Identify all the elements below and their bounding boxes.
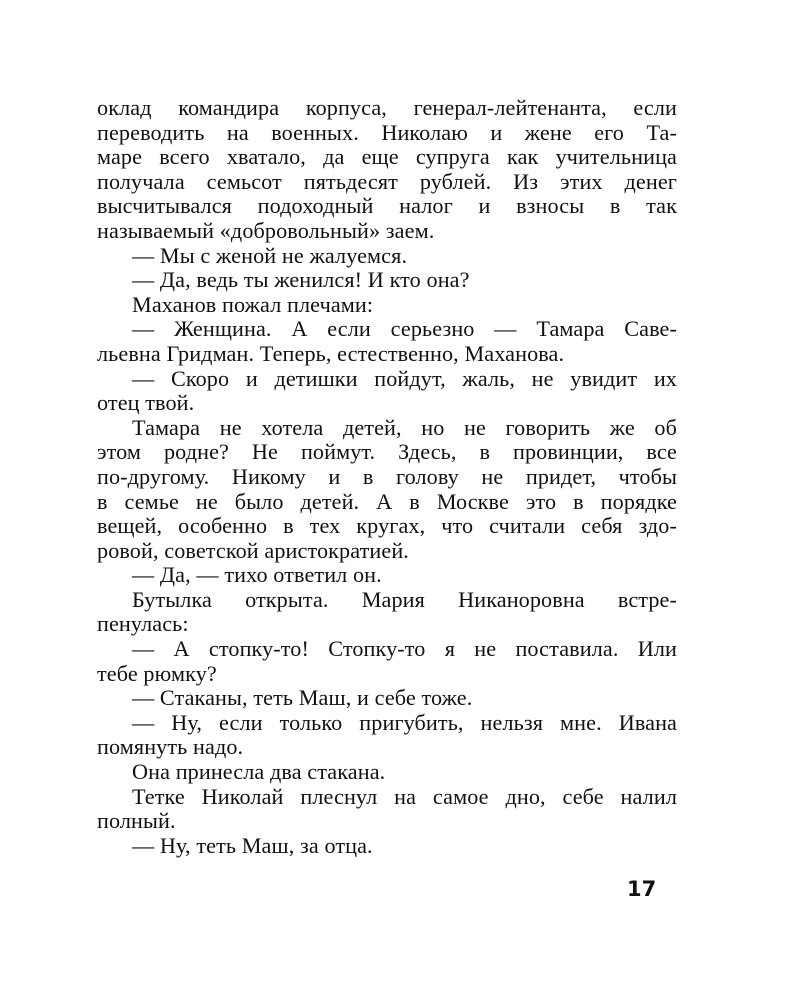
text-line: — Скоро и детишки пойдут, жаль, не увидит их bbox=[132, 365, 677, 391]
text-line: — Ну, если только пригубить, нельзя мне. Ивана bbox=[132, 709, 677, 735]
text-line: этом родне? Не поймут. Здесь, в провинции, все bbox=[97, 439, 677, 465]
text-line: — А стопку-то! Стопку-то я не поставила. Или bbox=[132, 636, 677, 662]
text-line: оклад командира корпуса, генерал-лейтенанта, если bbox=[97, 95, 677, 120]
text-line: тебе рюмку? bbox=[97, 660, 217, 686]
text-line: Тетке Николай плеснул на самое дно, себе налил bbox=[132, 783, 677, 809]
text-line: переводить на военных. Николаю и жене его Та- bbox=[97, 119, 677, 145]
text-line: высчитывался подоходный налог и взносы в так bbox=[97, 193, 677, 219]
text-line: льевна Гридман. Теперь, естественно, Маханова. bbox=[97, 340, 565, 366]
page-text bbox=[97, 96, 677, 858]
text-line: полный. bbox=[97, 808, 176, 834]
text-line: Бутылка открыта. Мария Никаноровна встре- bbox=[132, 586, 677, 612]
text-line: Тамара не хотела детей, но не говорить же об bbox=[132, 414, 677, 440]
text-line: — Мы с женой не жалуемся. bbox=[132, 242, 408, 268]
text-line: Маханов пожал плечами: bbox=[132, 291, 374, 317]
text-line: помянуть надо. bbox=[97, 734, 244, 760]
text-line: — Да, — тихо ответил он. bbox=[132, 562, 382, 588]
text-line: называемый «добровольный» заем. bbox=[97, 217, 435, 243]
text-line: по-другому. Никому и в голову не придет, чтобы bbox=[97, 463, 677, 489]
text-line: — Женщина. А если серьезно — Тамара Саве- bbox=[132, 316, 677, 342]
text-line: получала семьсот пятьдесят рублей. Из этих денег bbox=[97, 168, 677, 194]
text-line: ровой, советской аристократией. bbox=[97, 537, 409, 563]
text-line: Она принесла два стакана. bbox=[132, 759, 386, 785]
text-line: вещей, особенно в тех кругах, что считали себя здо- bbox=[97, 513, 677, 539]
text-line: — Да, ведь ты женился! И кто она? bbox=[132, 267, 470, 293]
text-line: пенулась: bbox=[97, 611, 189, 637]
text-line: отец твой. bbox=[97, 390, 195, 416]
text-line: — Стаканы, теть Маш, и себе тоже. bbox=[132, 685, 473, 711]
text-line: в семье не было детей. А в Москве это в порядке bbox=[97, 488, 677, 514]
page-number: 17 bbox=[627, 877, 657, 901]
text-line: маре всего хватало, да еще супруга как учительница bbox=[97, 144, 677, 170]
text-line: — Ну, теть Маш, за отца. bbox=[132, 832, 373, 858]
